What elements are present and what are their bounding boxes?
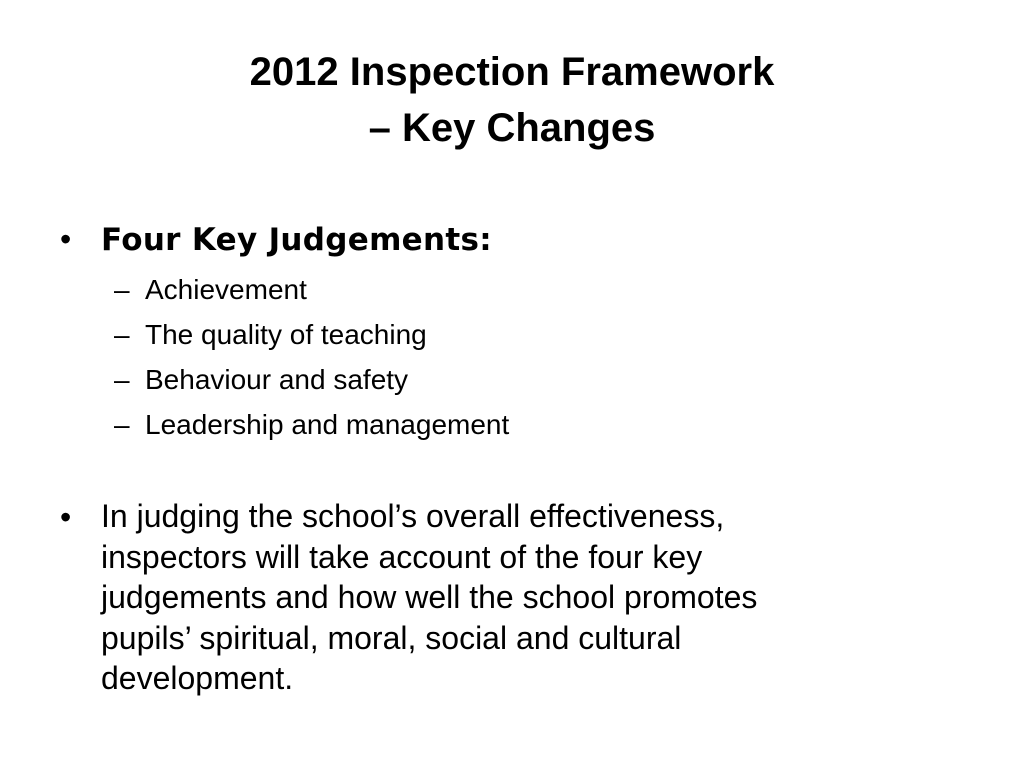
paragraph-line-2: inspectors will take account of the four key <box>101 538 703 575</box>
bullet-four-key-judgements <box>56 218 956 447</box>
paragraph-line-3: judgements and how well the school promotes <box>101 579 758 615</box>
bullet-heading-row <box>56 218 956 261</box>
dash-icon: – <box>114 409 130 440</box>
dash-icon: – <box>114 319 130 350</box>
bullet-overall-effectiveness <box>56 496 956 699</box>
dash-icon: – <box>114 364 130 395</box>
paragraph-line-4: pupils’ spiritual, moral, social and cultural <box>101 619 682 656</box>
paragraph-line-1: In judging the school’s overall effectiveness, <box>101 498 725 534</box>
title-line-2: – Key Changes <box>368 106 656 150</box>
list-item-behaviour-and-safety <box>56 357 956 402</box>
list-item-label: Leadership and management <box>145 409 510 440</box>
paragraph-line-5: development. <box>101 660 294 696</box>
list-item-label: The quality of teaching <box>145 319 427 350</box>
bullet-dot-icon: • <box>60 499 72 535</box>
list-item-achievement <box>56 267 956 312</box>
slide-title <box>0 44 1024 156</box>
judgements-list <box>56 267 956 447</box>
list-item-leadership-and-management <box>56 402 956 447</box>
list-item-label: Achievement <box>145 274 307 305</box>
bullet-heading: Four Key Judgements: <box>101 222 492 258</box>
list-item-label: Behaviour and safety <box>145 364 409 395</box>
bullet-dot-icon: • <box>60 221 72 257</box>
title-line-1: 2012 Inspection Framework <box>249 50 775 94</box>
bullet-paragraph <box>56 496 956 699</box>
list-item-quality-of-teaching <box>56 312 956 357</box>
dash-icon: – <box>114 274 130 305</box>
